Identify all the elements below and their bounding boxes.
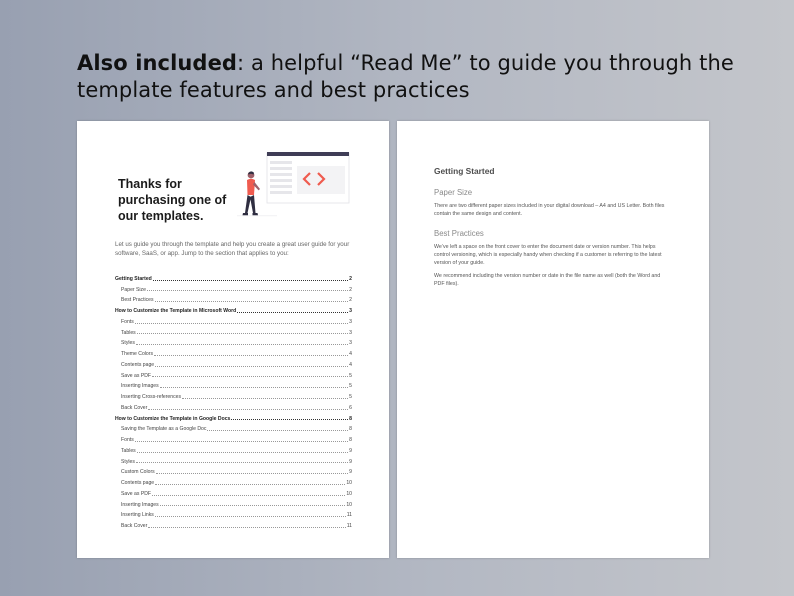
toc-page-number: 5 — [349, 383, 352, 390]
best-practices-heading: Best Practices — [434, 229, 484, 238]
toc-page-number: 9 — [349, 458, 352, 465]
toc-page-number: 10 — [346, 501, 352, 508]
toc-entry-row[interactable] — [115, 400, 352, 411]
toc-entry-title: Saving the Template as a Google Doc — [121, 426, 207, 433]
toc-page-number: 5 — [349, 394, 352, 400]
toc-leader-dots — [137, 333, 348, 334]
toc-entry-row[interactable] — [115, 454, 352, 465]
toc-leader-dots — [154, 355, 348, 356]
best-practices-paragraph-1: We’ve left a space on the front cover to enter the document date or version number. This helps control versioning, which is especially handy when checking if a customer is referring to the latest version of your guide. — [434, 244, 662, 267]
toc-entry-row[interactable] — [115, 443, 352, 454]
toc-leader-dots — [156, 473, 348, 474]
intro-paragraph: Let us guide you through the template and help you create a great user guide for your software, SaaS, or app. Jump to the section that applies to you: — [115, 241, 350, 257]
paper-size-heading: Paper Size — [434, 188, 473, 197]
toc-entry-row[interactable] — [115, 518, 352, 529]
toc-page-number: 8 — [349, 426, 352, 433]
toc-entry-row[interactable] — [115, 282, 352, 293]
toc-entry-title: Inserting Images — [121, 383, 159, 390]
toc-leader-dots — [147, 290, 348, 291]
table-of-contents — [115, 271, 352, 529]
toc-entry-title: Contents page — [121, 361, 155, 368]
toc-entry-title: Styles — [121, 458, 135, 465]
toc-leader-dots — [182, 398, 348, 399]
headline-bold: Also included — [77, 51, 238, 75]
toc-entry-title: Getting Started — [115, 275, 152, 282]
developer-illustration — [237, 152, 357, 232]
toc-leader-dots — [155, 484, 345, 485]
toc-page-number: 8 — [349, 437, 352, 443]
toc-page-number: 3 — [349, 329, 352, 336]
toc-leader-dots — [207, 430, 348, 431]
toc-entry-row[interactable] — [115, 497, 352, 508]
person-body-shape — [247, 179, 255, 195]
toc-entry-title: Back Cover — [121, 404, 148, 411]
toc-entry-title: Custom Colors — [121, 469, 155, 476]
toc-entry-row[interactable] — [115, 314, 352, 325]
toc-page-number: 11 — [346, 512, 352, 519]
toc-entry-title: How to Customize the Template in Microsoft Word — [115, 308, 237, 314]
toc-leader-dots — [155, 366, 348, 367]
toc-section-row[interactable] — [115, 411, 352, 422]
toc-entry-title: Save as PDF — [121, 372, 152, 379]
toc-page-number: 2 — [349, 286, 352, 293]
toc-page-number: 9 — [349, 447, 352, 454]
toc-leader-dots — [135, 323, 348, 324]
toc-entry-row[interactable] — [115, 379, 352, 390]
toc-entry-title: Save as PDF — [121, 490, 152, 497]
getting-started-heading: Getting Started — [434, 166, 495, 176]
toc-page-number: 6 — [349, 404, 352, 411]
toc-leader-dots — [137, 452, 348, 453]
toc-entry-title: Paper Size — [121, 286, 146, 293]
toc-leader-dots — [148, 527, 345, 528]
thanks-heading: Thanks for purchasing one of our templates. — [118, 177, 227, 223]
toc-page-number: 3 — [349, 308, 352, 314]
toc-entry-title: Contents page — [121, 480, 155, 486]
toc-entry-row[interactable] — [115, 346, 352, 357]
toc-page-number: 11 — [346, 523, 352, 529]
toc-entry-row[interactable] — [115, 325, 352, 336]
document-page-left — [77, 121, 389, 558]
toc-page-number: 5 — [349, 372, 352, 379]
toc-page-number: 10 — [346, 490, 352, 497]
toc-page-number: 3 — [349, 340, 352, 347]
toc-section-row[interactable] — [115, 271, 352, 282]
toc-page-number: 9 — [349, 469, 352, 476]
toc-leader-dots — [152, 495, 345, 496]
toc-leader-dots — [136, 462, 348, 463]
paper-size-paragraph: There are two different paper sizes included in your digital download – A4 and US Letter. Both files contain the same design and content. — [434, 203, 665, 218]
toc-entry-title: Inserting Links — [121, 512, 154, 519]
best-practices-paragraph-2: We recommend including the version number or date in the file name as well (both the Word and PDF files). — [434, 273, 661, 288]
toc-entry-row[interactable] — [115, 389, 352, 400]
toc-leader-dots — [237, 312, 348, 313]
toc-page-number: 4 — [349, 361, 352, 368]
toc-leader-dots — [153, 280, 348, 281]
toc-leader-dots — [136, 344, 348, 345]
toc-page-number: 2 — [349, 275, 352, 282]
toc-leader-dots — [135, 441, 348, 442]
toc-entry-row[interactable] — [115, 293, 352, 304]
toc-leader-dots — [148, 409, 348, 410]
browser-titlebar-shape — [267, 152, 349, 156]
toc-entry-title: Tables — [121, 447, 136, 454]
toc-entry-row[interactable] — [115, 475, 352, 486]
toc-leader-dots — [155, 301, 349, 302]
document-page-right — [397, 121, 709, 558]
toc-entry-title: Tables — [121, 329, 136, 336]
toc-page-number: 4 — [349, 351, 352, 357]
headline-rest: : a helpful “Read Me” to guide you through the template features and best practices — [77, 51, 734, 102]
toc-entry-row[interactable] — [115, 368, 352, 379]
toc-entry-title: Back Cover — [121, 523, 148, 529]
toc-entry-row[interactable] — [115, 508, 352, 519]
toc-entry-title: Fonts — [121, 437, 134, 443]
toc-entry-row[interactable] — [115, 336, 352, 347]
toc-leader-dots — [155, 516, 346, 517]
toc-leader-dots — [152, 376, 348, 377]
toc-page-number: 2 — [349, 297, 352, 304]
toc-entry-row[interactable] — [115, 357, 352, 368]
toc-entry-title: Best Practices — [121, 297, 154, 304]
toc-entry-row[interactable] — [115, 432, 352, 443]
toc-entry-row[interactable] — [115, 422, 352, 433]
toc-page-number: 10 — [346, 480, 352, 486]
toc-entry-row[interactable] — [115, 486, 352, 497]
toc-leader-dots — [231, 419, 348, 420]
toc-entry-title: Fonts — [121, 318, 134, 325]
toc-entry-title: Inserting Cross-references — [121, 394, 182, 400]
toc-leader-dots — [160, 387, 349, 388]
toc-page-number: 8 — [349, 415, 352, 422]
toc-entry-title: Styles — [121, 340, 135, 347]
toc-section-row[interactable] — [115, 303, 352, 314]
toc-leader-dots — [160, 505, 346, 506]
toc-entry-title: Theme Colors — [121, 351, 153, 357]
toc-entry-title: Inserting Images — [121, 501, 159, 508]
headline — [77, 50, 777, 104]
toc-entry-title: How to Customize the Template in Google Docs — [115, 415, 231, 422]
toc-entry-row[interactable] — [115, 465, 352, 476]
toc-page-number: 3 — [349, 318, 352, 325]
